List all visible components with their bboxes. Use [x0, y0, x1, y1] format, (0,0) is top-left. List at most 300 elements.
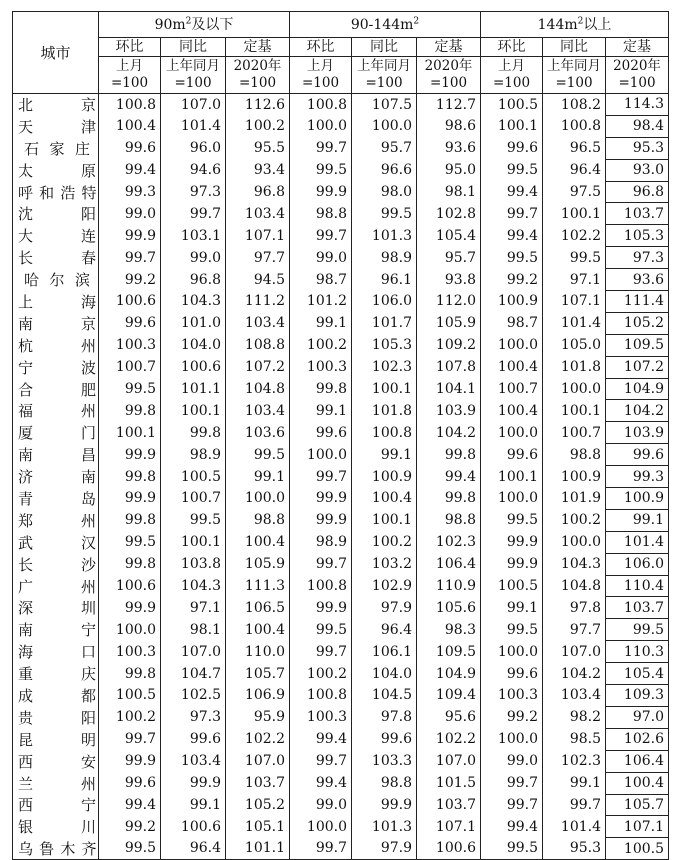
city-cell: [13, 706, 99, 728]
value-cell: 99.9: [290, 181, 352, 203]
value-cell: 100.0: [290, 816, 352, 838]
value-cell: 100.5: [481, 94, 543, 116]
metric-header: 定基: [606, 38, 669, 57]
value-cell: 100.6: [99, 291, 161, 313]
value-cell: 99.5: [481, 619, 543, 641]
metric-header: 定基: [226, 38, 290, 57]
value-cell: 99.9: [99, 225, 161, 247]
table-row: [13, 488, 669, 510]
value-cell: 100.8: [352, 422, 417, 444]
base-header: 上年同月=100: [161, 57, 226, 94]
value-cell: 100.7: [543, 422, 606, 444]
city-cell: [13, 531, 99, 553]
value-cell: 100.6: [99, 575, 161, 597]
value-cell: 94.6: [161, 159, 226, 181]
value-cell: 100.8: [290, 685, 352, 707]
base-header: 上月 =100: [99, 57, 161, 94]
value-cell: 104.8: [226, 378, 290, 400]
city-name: 大 连: [18, 227, 96, 246]
value-cell: 103.4: [543, 685, 606, 707]
value-cell: 95.7: [417, 247, 481, 269]
value-cell: 105.4: [417, 225, 481, 247]
value-cell: 99.7: [543, 794, 606, 816]
value-cell: 105.3: [352, 334, 417, 356]
value-cell: 106.4: [417, 553, 481, 575]
group-label: 90-144m: [350, 16, 414, 33]
metric-header: 定基: [417, 38, 481, 57]
value-cell: 105.4: [606, 663, 669, 685]
value-cell: 100.0: [99, 619, 161, 641]
value-cell: 98.3: [417, 619, 481, 641]
value-cell: 100.0: [481, 422, 543, 444]
city-name: 昆 明: [18, 730, 96, 749]
value-cell: 101.0: [161, 312, 226, 334]
city-cell: [13, 159, 99, 181]
group-header-small: [99, 12, 290, 38]
value-cell: 99.7: [290, 553, 352, 575]
value-cell: 100.1: [481, 115, 543, 137]
city-cell: [13, 728, 99, 750]
city-cell: [13, 509, 99, 531]
base-header: 2020年 =100: [606, 57, 669, 94]
value-cell: 101.4: [543, 816, 606, 838]
header-base-row: [13, 57, 669, 94]
city-name: 南 昌: [18, 446, 96, 465]
value-cell: 99.4: [290, 728, 352, 750]
table-row: [13, 575, 669, 597]
city-cell: [13, 94, 99, 116]
value-cell: 93.0: [606, 159, 669, 181]
value-cell: 99.3: [606, 466, 669, 488]
value-cell: 104.0: [352, 663, 417, 685]
city-name: 青 岛: [18, 489, 96, 508]
table-row: [13, 247, 669, 269]
value-cell: 103.2: [352, 553, 417, 575]
city-cell: [13, 685, 99, 707]
value-cell: 97.9: [352, 838, 417, 860]
value-cell: 97.7: [543, 619, 606, 641]
value-cell: 99.4: [417, 466, 481, 488]
value-cell: 99.1: [161, 794, 226, 816]
table-row: [13, 356, 669, 378]
value-cell: 107.1: [226, 225, 290, 247]
metric-header: 环比: [99, 38, 161, 57]
value-cell: 105.2: [226, 794, 290, 816]
value-cell: 95.3: [543, 838, 606, 860]
value-cell: 99.1: [290, 312, 352, 334]
value-cell: 105.7: [606, 794, 669, 816]
value-cell: 100.4: [481, 400, 543, 422]
city-cell: [13, 291, 99, 313]
table-row: [13, 400, 669, 422]
value-cell: 99.6: [161, 728, 226, 750]
value-cell: 103.4: [226, 312, 290, 334]
price-index-table: [12, 11, 669, 860]
value-cell: 98.9: [290, 531, 352, 553]
value-cell: 102.3: [417, 531, 481, 553]
value-cell: 97.8: [543, 597, 606, 619]
value-cell: 108.2: [543, 94, 606, 116]
value-cell: 109.4: [417, 685, 481, 707]
value-cell: 100.9: [543, 466, 606, 488]
value-cell: 98.8: [543, 444, 606, 466]
value-cell: 100.6: [417, 838, 481, 860]
group-label-suffix: 以上: [583, 16, 612, 33]
city-cell: [13, 137, 99, 159]
value-cell: 101.4: [543, 312, 606, 334]
value-cell: 99.7: [481, 772, 543, 794]
value-cell: 99.4: [290, 772, 352, 794]
value-cell: 99.1: [226, 466, 290, 488]
city-name: 杭 州: [18, 336, 96, 355]
value-cell: 99.1: [290, 400, 352, 422]
value-cell: 99.6: [481, 444, 543, 466]
table-row: [13, 181, 669, 203]
value-cell: 100.3: [290, 706, 352, 728]
value-cell: 99.5: [99, 838, 161, 860]
value-cell: 99.1: [481, 597, 543, 619]
value-cell: 100.1: [352, 509, 417, 531]
value-cell: 99.5: [481, 247, 543, 269]
value-cell: 101.3: [352, 816, 417, 838]
city-cell: [13, 312, 99, 334]
table-row: [13, 531, 669, 553]
value-cell: 100.2: [99, 706, 161, 728]
table-row: [13, 115, 669, 137]
value-cell: 99.7: [290, 137, 352, 159]
value-cell: 103.8: [161, 553, 226, 575]
value-cell: 99.5: [99, 531, 161, 553]
value-cell: 99.6: [481, 137, 543, 159]
value-cell: 100.3: [99, 641, 161, 663]
city-name: 呼 和 浩 特: [18, 183, 96, 202]
value-cell: 101.1: [226, 838, 290, 860]
value-cell: 97.9: [352, 597, 417, 619]
value-cell: 98.8: [417, 509, 481, 531]
value-cell: 105.0: [543, 334, 606, 356]
value-cell: 96.5: [543, 137, 606, 159]
value-cell: 99.8: [99, 400, 161, 422]
group-label: 90m: [154, 16, 186, 33]
table-row: [13, 706, 669, 728]
value-cell: 109.5: [417, 641, 481, 663]
city-cell: [13, 750, 99, 772]
metric-header: 同比: [543, 38, 606, 57]
city-name: 深 圳: [18, 599, 96, 618]
value-cell: 99.0: [290, 794, 352, 816]
value-cell: 105.9: [226, 553, 290, 575]
value-cell: 102.2: [226, 728, 290, 750]
city-name: 济 南: [18, 468, 96, 487]
value-cell: 103.7: [606, 203, 669, 225]
value-cell: 95.7: [352, 137, 417, 159]
value-cell: 96.4: [161, 838, 226, 860]
value-cell: 100.4: [99, 115, 161, 137]
value-cell: 111.3: [226, 575, 290, 597]
value-cell: 105.2: [606, 312, 669, 334]
value-cell: 96.6: [352, 159, 417, 181]
value-cell: 99.7: [161, 203, 226, 225]
value-cell: 99.1: [606, 509, 669, 531]
value-cell: 96.8: [226, 181, 290, 203]
value-cell: 99.2: [99, 816, 161, 838]
value-cell: 101.9: [543, 488, 606, 510]
value-cell: 99.8: [99, 553, 161, 575]
value-cell: 99.6: [99, 312, 161, 334]
value-cell: 100.0: [543, 531, 606, 553]
value-cell: 100.8: [543, 115, 606, 137]
value-cell: 99.5: [290, 159, 352, 181]
city-name: 哈 尔 滨: [24, 271, 90, 290]
value-cell: 99.9: [290, 509, 352, 531]
value-cell: 106.1: [352, 641, 417, 663]
value-cell: 104.2: [606, 400, 669, 422]
city-name: 郑 州: [18, 511, 96, 530]
value-cell: 99.1: [352, 444, 417, 466]
value-cell: 99.6: [352, 728, 417, 750]
value-cell: 101.4: [606, 531, 669, 553]
table-row: [13, 553, 669, 575]
value-cell: 99.6: [481, 663, 543, 685]
city-cell: [13, 115, 99, 137]
value-cell: 100.9: [481, 291, 543, 313]
value-cell: 106.4: [606, 750, 669, 772]
value-cell: 99.9: [290, 597, 352, 619]
value-cell: 110.9: [417, 575, 481, 597]
city-cell: [13, 488, 99, 510]
city-cell: [13, 225, 99, 247]
value-cell: 101.3: [352, 225, 417, 247]
value-cell: 102.6: [606, 728, 669, 750]
table-row: [13, 225, 669, 247]
city-cell: [13, 269, 99, 291]
value-cell: 99.9: [99, 597, 161, 619]
value-cell: 97.7: [226, 247, 290, 269]
value-cell: 97.8: [352, 706, 417, 728]
value-cell: 93.8: [417, 269, 481, 291]
city-cell: [13, 356, 99, 378]
value-cell: 103.4: [226, 400, 290, 422]
value-cell: 100.0: [481, 334, 543, 356]
city-cell: [13, 619, 99, 641]
value-cell: 103.7: [226, 772, 290, 794]
value-cell: 103.4: [161, 750, 226, 772]
value-cell: 100.1: [352, 378, 417, 400]
value-cell: 99.5: [606, 619, 669, 641]
value-cell: 100.3: [99, 334, 161, 356]
city-cell: [13, 816, 99, 838]
city-cell: [13, 422, 99, 444]
table-row: [13, 378, 669, 400]
value-cell: 99.2: [481, 269, 543, 291]
value-cell: 100.0: [481, 488, 543, 510]
value-cell: 108.8: [226, 334, 290, 356]
value-cell: 107.0: [161, 641, 226, 663]
city-name: 武 汉: [18, 533, 96, 552]
value-cell: 103.1: [161, 225, 226, 247]
value-cell: 98.9: [352, 247, 417, 269]
value-cell: 104.2: [543, 663, 606, 685]
city-name: 天 津: [18, 117, 96, 136]
city-cell: [13, 663, 99, 685]
base-header: 上月 =100: [290, 57, 352, 94]
value-cell: 99.7: [290, 750, 352, 772]
value-cell: 96.8: [606, 181, 669, 203]
header-sub-row: [13, 38, 669, 57]
value-cell: 95.9: [226, 706, 290, 728]
base-header: 2020年 =100: [417, 57, 481, 94]
value-cell: 101.5: [417, 772, 481, 794]
value-cell: 100.0: [290, 115, 352, 137]
value-cell: 102.2: [543, 225, 606, 247]
value-cell: 112.6: [226, 94, 290, 116]
value-cell: 100.5: [99, 685, 161, 707]
value-cell: 103.6: [226, 422, 290, 444]
city-cell: [13, 400, 99, 422]
value-cell: 99.9: [481, 553, 543, 575]
value-cell: 104.3: [543, 553, 606, 575]
table-row: [13, 641, 669, 663]
value-cell: 98.7: [290, 269, 352, 291]
value-cell: 104.5: [352, 685, 417, 707]
value-cell: 99.0: [99, 203, 161, 225]
city-name: 乌 鲁 木 齐: [18, 839, 96, 858]
value-cell: 99.9: [99, 444, 161, 466]
value-cell: 99.5: [481, 838, 543, 860]
value-cell: 107.0: [543, 641, 606, 663]
value-cell: 106.9: [226, 685, 290, 707]
value-cell: 112.7: [417, 94, 481, 116]
value-cell: 96.4: [352, 619, 417, 641]
value-cell: 99.8: [290, 378, 352, 400]
value-cell: 97.3: [161, 181, 226, 203]
table-row: [13, 816, 669, 838]
table-row: [13, 444, 669, 466]
city-cell: [13, 575, 99, 597]
value-cell: 100.9: [352, 466, 417, 488]
value-cell: 98.8: [290, 203, 352, 225]
value-cell: 99.9: [99, 488, 161, 510]
base-header: 上年同月=100: [352, 57, 417, 94]
value-cell: 104.7: [161, 663, 226, 685]
table-row: [13, 772, 669, 794]
value-cell: 100.7: [99, 356, 161, 378]
city-name: 西 安: [18, 752, 96, 771]
value-cell: 105.3: [606, 225, 669, 247]
value-cell: 101.4: [161, 115, 226, 137]
value-cell: 98.0: [352, 181, 417, 203]
value-cell: 95.6: [417, 706, 481, 728]
value-cell: 100.5: [161, 466, 226, 488]
value-cell: 96.8: [161, 269, 226, 291]
value-cell: 100.2: [290, 334, 352, 356]
value-cell: 104.0: [161, 334, 226, 356]
value-cell: 101.8: [352, 400, 417, 422]
table-row: [13, 94, 669, 116]
value-cell: 100.1: [543, 203, 606, 225]
value-cell: 103.9: [417, 400, 481, 422]
group-sup: 2: [185, 15, 192, 26]
value-cell: 100.1: [99, 422, 161, 444]
value-cell: 111.2: [226, 291, 290, 313]
metric-header: 环比: [290, 38, 352, 57]
value-cell: 104.1: [417, 378, 481, 400]
value-cell: 100.9: [606, 488, 669, 510]
value-cell: 100.0: [481, 641, 543, 663]
value-cell: 99.6: [99, 772, 161, 794]
value-cell: 107.5: [352, 94, 417, 116]
value-cell: 98.4: [606, 115, 669, 137]
value-cell: 100.8: [99, 94, 161, 116]
value-cell: 100.4: [481, 356, 543, 378]
value-cell: 98.1: [161, 619, 226, 641]
city-name: 南 宁: [18, 621, 96, 640]
city-name: 长 春: [18, 249, 96, 268]
value-cell: 99.5: [481, 159, 543, 181]
value-cell: 98.5: [543, 728, 606, 750]
city-name: 北 京: [18, 96, 96, 115]
value-cell: 99.2: [481, 706, 543, 728]
value-cell: 102.3: [352, 356, 417, 378]
base-header: 上月 =100: [481, 57, 543, 94]
value-cell: 99.7: [481, 794, 543, 816]
value-cell: 104.3: [161, 291, 226, 313]
table-row: [13, 619, 669, 641]
value-cell: 99.8: [161, 422, 226, 444]
value-cell: 99.8: [417, 488, 481, 510]
city-cell: [13, 378, 99, 400]
value-cell: 100.0: [481, 728, 543, 750]
value-cell: 100.0: [290, 444, 352, 466]
value-cell: 99.9: [161, 772, 226, 794]
value-cell: 99.8: [99, 466, 161, 488]
city-name: 上 海: [18, 292, 96, 311]
value-cell: 99.4: [99, 159, 161, 181]
city-name: 重 庆: [18, 665, 96, 684]
value-cell: 102.8: [417, 203, 481, 225]
value-cell: 99.4: [481, 816, 543, 838]
value-cell: 99.7: [99, 247, 161, 269]
value-cell: 100.1: [481, 466, 543, 488]
city-name: 太 原: [18, 161, 96, 180]
value-cell: 99.8: [99, 509, 161, 531]
value-cell: 98.8: [352, 772, 417, 794]
table-row: [13, 312, 669, 334]
value-cell: 105.1: [226, 816, 290, 838]
city-name: 成 都: [18, 686, 96, 705]
value-cell: 102.2: [417, 728, 481, 750]
value-cell: 99.6: [290, 422, 352, 444]
table-row: [13, 203, 669, 225]
value-cell: 114.3: [606, 94, 669, 116]
value-cell: 100.7: [161, 488, 226, 510]
metric-header: 同比: [161, 38, 226, 57]
value-cell: 97.0: [606, 706, 669, 728]
value-cell: 107.0: [161, 94, 226, 116]
value-cell: 103.7: [417, 794, 481, 816]
value-cell: 100.2: [226, 115, 290, 137]
value-cell: 99.7: [290, 225, 352, 247]
value-cell: 99.3: [99, 181, 161, 203]
city-name: 海 口: [18, 643, 96, 662]
value-cell: 99.7: [99, 728, 161, 750]
city-cell: [13, 466, 99, 488]
value-cell: 100.0: [543, 378, 606, 400]
value-cell: 111.4: [606, 291, 669, 313]
city-name: 兰 州: [18, 774, 96, 793]
value-cell: 99.7: [290, 641, 352, 663]
value-cell: 97.3: [161, 706, 226, 728]
